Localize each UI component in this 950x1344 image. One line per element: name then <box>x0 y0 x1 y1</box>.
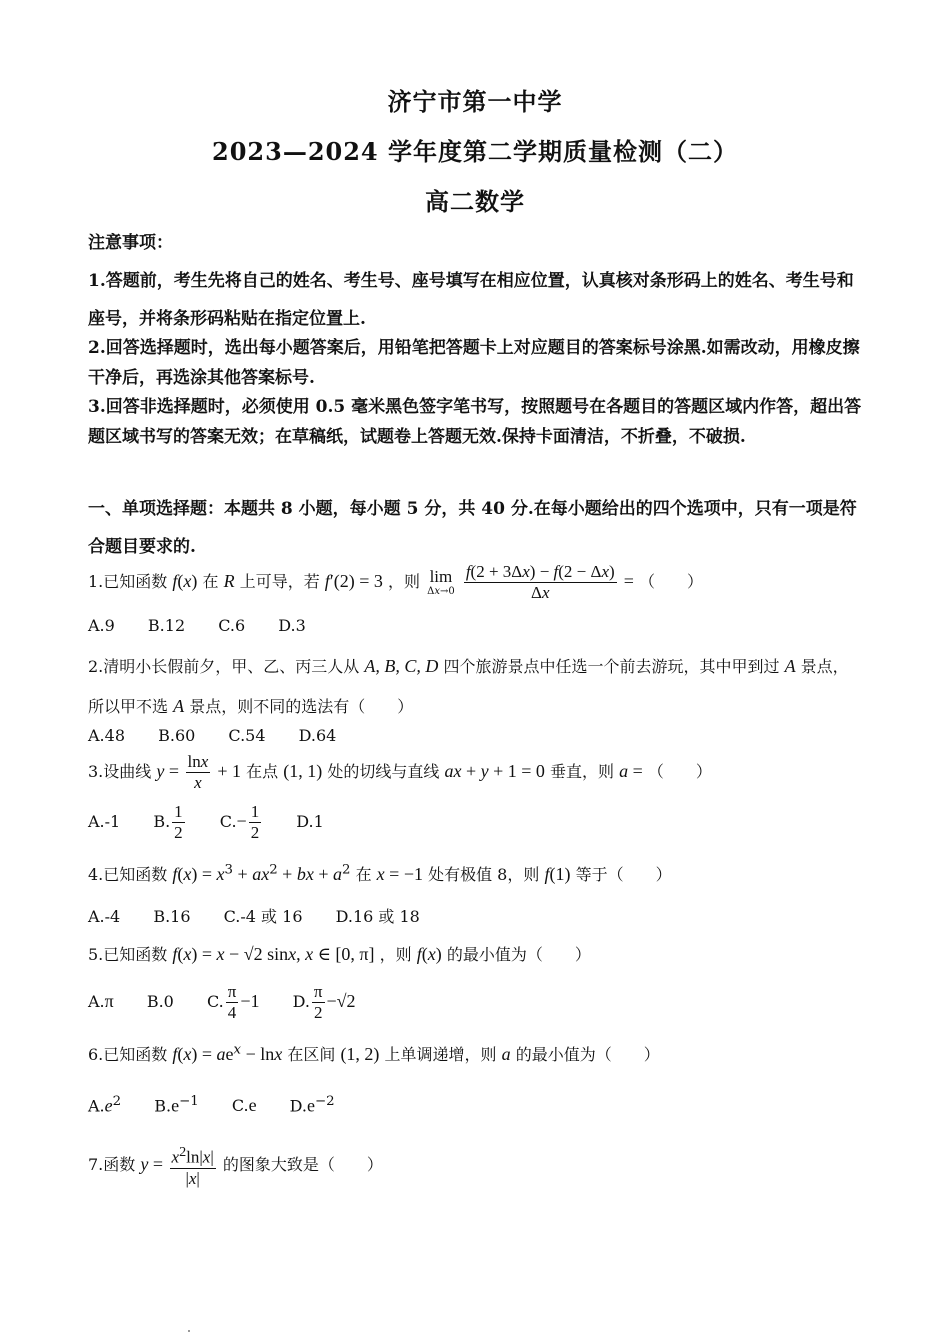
q2-option-c: C.54 <box>228 726 266 745</box>
q2-option-b: B.60 <box>158 726 196 745</box>
question-7: 7.函数 y = $\frac{x^2\ln|x|}{|x|}$ 的图象大致是（ ） <box>88 1144 383 1188</box>
question-5: 5.已知函数 f(x) = x − √2 sinx, x ∈ [0, π] ，则 f(x) 的最小值为（ ） <box>88 944 591 964</box>
q1-option-c: C.6 <box>218 616 246 635</box>
question-4: 4.已知函数 $f(x) = x^3 + ax^2$ + bx + $a^2$ 在 x = −1 处有极值 8，则 f(1) 等于（ ） <box>88 862 672 884</box>
school-title: 济宁市第一中学 <box>387 87 563 116</box>
exam-title: 2023—2024 学年度第二学期质量检测（二） <box>212 137 738 166</box>
question-1-options <box>88 616 868 635</box>
q6-option-c: C.e <box>231 1095 257 1116</box>
q3-option-d: D.1 <box>296 812 324 831</box>
page-mark <box>188 1330 190 1332</box>
notice-heading: 注意事项： <box>88 233 173 253</box>
question-1: 1.已知函数 f(x) 在 R 上可导，若 f′(2) = 3 ，则 lim Δx→0 $\frac{f(2 + 3\Delta x) - f(2 - \Delta x)}{\Delta x}$ = （ ） <box>88 562 704 602</box>
q1-option-a: A.9 <box>88 616 115 635</box>
question-5-options <box>88 982 868 1023</box>
question-2: 2.清明小长假前夕，甲、乙、丙三人从 A, B, C, D 四个旅游景点中任选一个前去游玩，其中甲到过 A 景点， <box>88 656 849 676</box>
q5-option-b: B.0 <box>146 992 174 1011</box>
question-4-options <box>88 904 868 927</box>
q3-option-b: B. $\frac{1}{2}$ <box>153 802 183 842</box>
q4-option-c: C.-4 或 16 <box>223 907 303 926</box>
q4-option-b: B.16 <box>153 907 191 926</box>
question-6-options <box>88 1094 868 1116</box>
notice-item-1: 1.答题前，考生先将自己的姓名、考生号、座号填写在相应位置，认真核对条形码上的姓名、考生号和座号，并将条形码粘贴在指定位置上. <box>88 271 854 329</box>
notice-item-3: 3.回答非选择题时，必须使用 0.5 毫米黑色签字笔书写，按照题号在各题目的答题区域内作答，超出答题区域书写的答案无效；在草稿纸，试题卷上答题无效.保持卡面清洁，不折叠，不破损. <box>88 397 862 447</box>
q1-option-b: B.12 <box>147 616 186 635</box>
notice-item-2: 2.回答选择题时，选出每小题答案后，用铅笔把答题卡上对应题目的答案标号涂黑.如需改动，用橡皮擦干净后，再选涂其他答案标号. <box>88 338 860 388</box>
q5-option-c: C. $\frac{\pi}{4}$ −1 <box>206 982 260 1022</box>
section-1-heading: 一、单项选择题：本题共 8 小题，每小题 5 分，共 40 分.在每小题给出的四个选项中，只有一项是符合题目要求的. <box>88 499 857 557</box>
q6-option-d: $D.e^{-2}$ <box>289 1094 335 1116</box>
q2-option-d: D.64 <box>298 726 337 745</box>
q3-option-c: C.− $\frac{1}{2}$ <box>219 802 260 842</box>
q1-option-d: D.3 <box>278 616 306 635</box>
q5-option-d: D. $\frac{\pi}{2}$ −√2 <box>292 982 356 1022</box>
q6-option-b: $B.e^{-1}$ <box>154 1094 199 1116</box>
q2-option-a: A.48 <box>88 726 125 745</box>
question-3: 3.设曲线 y = $\frac{\ln x}{x}$ + 1 在点 (1, 1) 处的切线与直线 ax + y + 1 = 0 垂直，则 a = （ ） <box>88 752 712 792</box>
question-2-options <box>88 726 868 745</box>
q4-option-d: D.16 或 18 <box>335 907 420 926</box>
q6-option-a: $A.e^2$ <box>88 1094 122 1116</box>
q3-option-a: A.-1 <box>88 812 121 831</box>
q5-option-a: A.π <box>88 991 114 1011</box>
question-3-options <box>88 802 868 843</box>
question-2-cont: 所以甲不选 A 景点，则不同的选法有（ ） <box>88 696 414 716</box>
question-6: 6.已知函数 $f(x) = ae^x - \ln x$ 在区间 (1, 2) 上单调递增，则 a 的最小值为（ ） <box>88 1042 660 1064</box>
q4-option-a: A.-4 <box>88 907 121 926</box>
subject-title: 高二数学 <box>425 187 525 216</box>
